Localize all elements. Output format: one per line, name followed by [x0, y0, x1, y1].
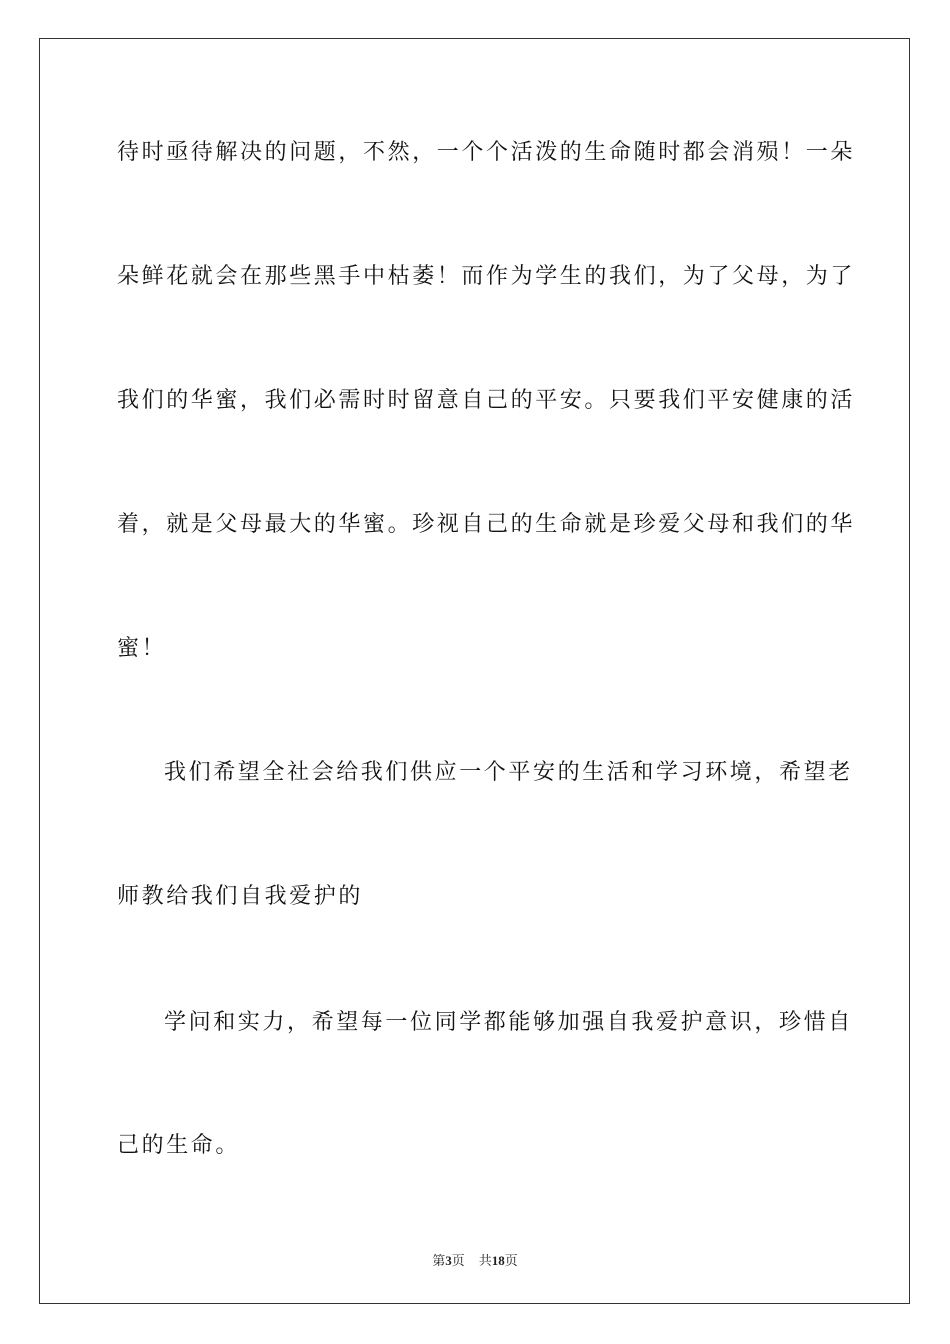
page-footer	[0, 1250, 950, 1269]
footer-total-prefix: 共	[478, 1253, 492, 1268]
body-text-line-4: 着，就是父母最大的华蜜。珍视自己的生命就是珍爱父母和我们的华	[117, 512, 856, 537]
paragraph-3-line-1: 学问和实力，希望每一位同学都能够加强自我爱护意识，珍惜自	[164, 1010, 853, 1035]
paragraph-2-line-2: 师教给我们自我爱护的	[117, 884, 364, 909]
footer-page-unit: 页	[451, 1253, 465, 1268]
footer-total-unit: 页	[504, 1253, 518, 1268]
body-text-line-3: 我们的华蜜，我们必需时时留意自己的平安。只要我们平安健康的活	[117, 388, 856, 413]
page-border	[39, 38, 910, 1304]
body-text-line-1: 待时亟待解决的问题，不然，一个个活泼的生命随时都会消殒！一朵	[117, 140, 856, 165]
paragraph-3-line-2: 己的生命。	[117, 1133, 241, 1158]
footer-page-prefix: 第	[432, 1253, 446, 1268]
body-text-line-2: 朵鲜花就会在那些黑手中枯萎！而作为学生的我们，为了父母，为了	[117, 264, 856, 289]
body-text-line-5: 蜜！	[117, 636, 167, 661]
paragraph-2-line-1: 我们希望全社会给我们供应一个平安的生活和学习环境，希望老	[164, 760, 853, 785]
footer-total-pages: 18	[491, 1253, 505, 1268]
footer-current-page: 3	[445, 1253, 452, 1268]
